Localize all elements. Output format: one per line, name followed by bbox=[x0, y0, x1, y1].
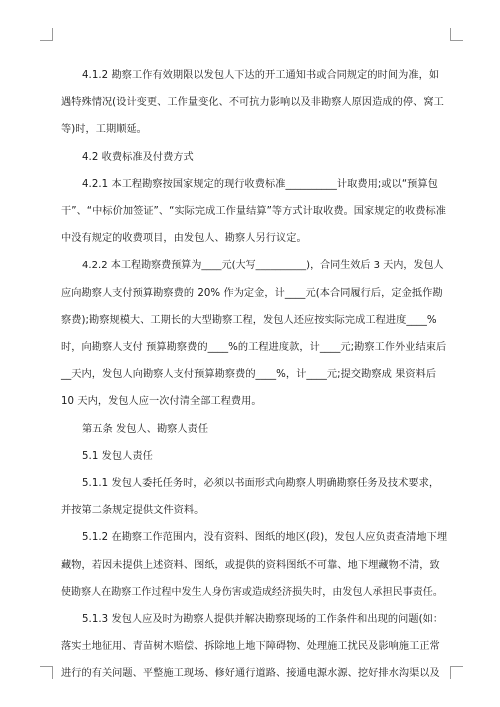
crop-mark-bottom-left bbox=[40, 666, 53, 679]
text-line: 干”、“中标价加签证”、“实际完成工作量结算”等方式计取收费。国家规定的收费标准 bbox=[61, 206, 446, 218]
text-line: 进行的有关问题、平整施工现场、修好通行道路、接通电源水源、挖好排水沟渠以及 bbox=[61, 668, 440, 680]
crop-mark-bottom-right bbox=[450, 666, 463, 679]
crop-mark-top-left bbox=[40, 28, 53, 41]
text-line: 中没有规定的收费项目，由发包人、勘察人另行议定。 bbox=[61, 233, 307, 245]
text-line: 等)时，工期顺延。 bbox=[61, 124, 147, 136]
text-line: 4.2 收费标准及付费方式 bbox=[82, 151, 194, 163]
text-line: 落实土地征用、青苗树木赔偿、拆除地上地下障碍物、处理施工扰民及影响施工正常 bbox=[61, 641, 440, 653]
text-line: 4.1.2 勘察工作有效期限以发包人下达的开工通知书或合同规定的时间为准，如 bbox=[82, 70, 440, 81]
text-line: 应向勘察人支付预算勘察费的 20% 作为定金，计____元(本合同履行后，定金抵作勘 bbox=[61, 287, 443, 299]
text-line: 遇特殊情况(设计变更、工作量变化、不可抗力影响以及非勘察人原因造成的停、窝工 bbox=[61, 97, 444, 109]
text-line: 时，向勘察人支付 预算勘察费的____%的工程进度款，计____元;勘察工作外业结束后 bbox=[61, 342, 447, 354]
text-line: 5.1.3 发包人应及时为勘察人提供并解决勘察现场的工作条件和出现的问题(如： bbox=[82, 614, 444, 626]
text-line: 第五条 发包人、勘察人责任 bbox=[82, 423, 209, 435]
text-line: 4.2.2 本工程勘察费预算为____元(大写__________)，合同生效后 3 天内，发包人 bbox=[82, 260, 444, 272]
text-line: 5.1.2 在勘察工作范围内，没有资料、图纸的地区(段)，发包人应负责查清地下埋 bbox=[82, 532, 448, 544]
text-line: __天内，发包人向勘察人支付预算勘察费的____%，计____元;提交勘察成 果资料后 bbox=[61, 369, 437, 381]
text-line: 5.1 发包人责任 bbox=[82, 450, 153, 462]
text-line: 5.1.1 发包人委托任务时，必须以书面形式向勘察人明确勘察任务及技术要求， bbox=[82, 478, 440, 490]
text-line: 10 天内，发包人应一次付清全部工程费用。 bbox=[61, 396, 262, 408]
document-page-body bbox=[61, 62, 448, 688]
text-line: 并按第二条规定提供文件资料。 bbox=[61, 505, 205, 517]
crop-mark-top-right bbox=[450, 28, 463, 41]
text-line: 藏物，若因未提供上述资料、图纸，或提供的资料图纸不可靠、地下埋藏物不清，致 bbox=[61, 559, 440, 571]
text-line: 使勘察人在勘察工作过程中发生人身伤害或造成经济损失时，由发包人承担民事责任。 bbox=[61, 586, 443, 598]
text-line: 4.2.1 本工程勘察按国家规定的现行收费标准__________计取费用;或以“预算包 bbox=[82, 178, 438, 190]
text-line: 察费);勘察规模大、工期长的大型勘察工程，发包人还应按实际完成工程进度____% bbox=[61, 314, 437, 326]
